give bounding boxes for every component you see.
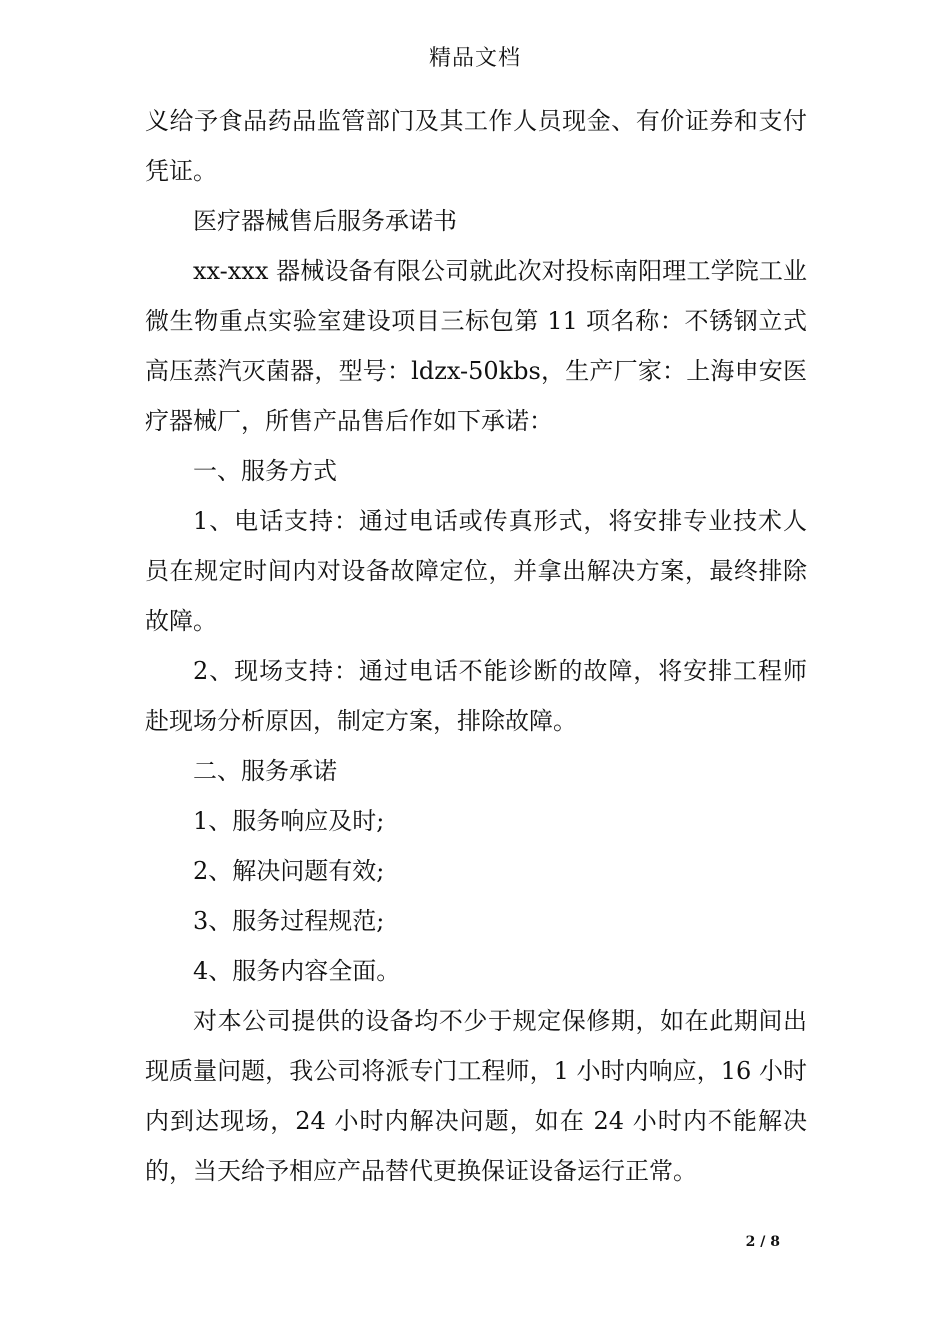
document-body: [145, 96, 807, 1196]
page-number: 2 / 8: [745, 1234, 780, 1250]
list-item: 1、电话支持：通过电话或传真形式，将安排专业技术人员在规定时间内对设备故障定位，并拿出解决方案，最终排除故障。: [145, 507, 807, 635]
list-item: 3、服务过程规范;: [193, 907, 385, 935]
list-item: 2、现场支持：通过电话不能诊断的故障，将安排工程师赴现场分析原因，制定方案，排除故障。: [145, 657, 807, 735]
heading-service-method: 一、服务方式: [193, 457, 337, 485]
list-item: 2、解决问题有效;: [193, 857, 385, 885]
list-item: 4、服务内容全面。: [193, 957, 401, 985]
heading-service-commitment: 二、服务承诺: [193, 757, 337, 785]
paragraph-continuation: 义给予食品药品监管部门及其工作人员现金、有价证券和支付凭证。: [145, 107, 807, 185]
paragraph-warranty: 对本公司提供的设备均不少于规定保修期，如在此期间出现质量问题，我公司将派专门工程师，1 小时内响应，16 小时内到达现场，24 小时内解决问题，如在 24 小时内不能解决的，当天给予相应产品替代更换保证设备运行正常。: [145, 1007, 807, 1185]
paragraph-intro: xx-xxx 器械设备有限公司就此次对投标南阳理工学院工业微生物重点实验室建设项目三标包第 11 项名称：不锈钢立式高压蒸汽灭菌器，型号：ldzx-50kbs，生产厂家：上海申安医疗器械厂，所售产品售后作如下承诺：: [145, 257, 807, 435]
page-header: 精品文档: [428, 46, 521, 71]
section-title: 医疗器械售后服务承诺书: [193, 207, 457, 235]
list-item: 1、服务响应及时;: [193, 807, 385, 835]
